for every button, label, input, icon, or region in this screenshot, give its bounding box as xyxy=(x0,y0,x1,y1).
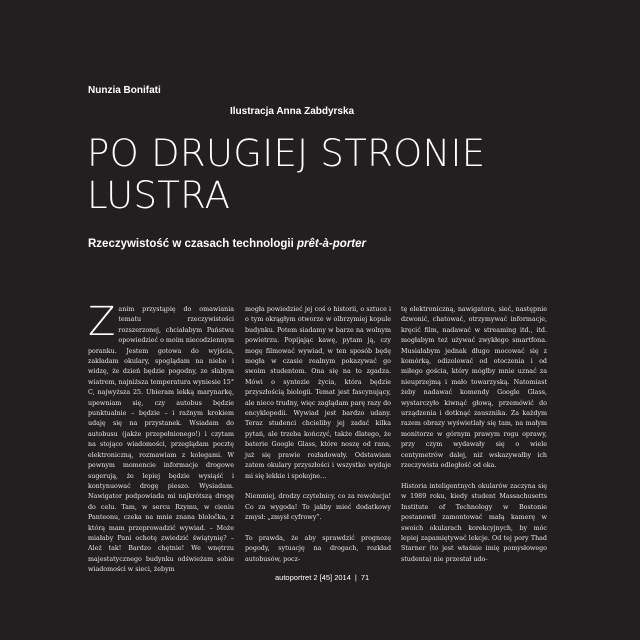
paragraph: mogła powiedzieć jej coś o historii, o sztuce i o tym okrągłym otworze w olbrzymiej kopule budynku. Potem siadamy w barze na wolnym powietrzu. Popijając kawę, pytam ją, czy mogę filmować wywiad, w ten sposób będę mogła w czasie realnym pokazywać go swoim studentom. Ona się na to zgadza. Mówi o syntezie życia, która będzie przyszłością biologii. Temat jest fascynujący, ale nieco trudny, więc zaglądam parę razy do encyklopedii. Wywiad jest bardzo udany. Teraz studenci chcieliby jej zadać kilka pytań, ale trzeba kończyć, także dlatego, że baterie Google Glass, które noszę od rana, już się prawie rozładowały. Odstawiam zatem okulary przyszłości i wszystko wydaje mi się lekkie i spokojne… xyxy=(245,306,391,480)
paragraph: Historia inteligentnych okularów zaczyna się w 1989 roku, kiedy student Massachusetts Institute of Technology w Bostonie postanowił zamontować małą kamerę w swoich okularach korekcyjnych, by móc lepiej zapamiętywać lekcje. Od tej pory Thad Starner (to jest właśnie imię pomysłowego studenta) nie przestał udo- xyxy=(401,482,547,563)
subtitle-italic: prêt-à-porter xyxy=(296,238,366,250)
paragraph: To prawda, że aby sprawdzić prognozę pogody, sytuację na drogach, rozkład autobusów, pocz- xyxy=(245,534,391,563)
column-1 xyxy=(88,299,235,576)
paragraph-text: anim przystąpię do omawiania tematu rzeczywistości rozszerzonej, chciałabym Państwu opowiedzieć o moim niecodziennym poranku. Jestem gotowa do wyjścia, zakładam okulary, spoglądam na niebo i widzę, że dzień będzie pogodny, ze słabym wiatrem, najniższa temperatura wyniesie 15° C, najwyższa 25. Ubieram lekką marynarkę, upewniam się, czy autobus będzie punktualnie – będzie – i raźnym krokiem udaję się na przystanek. Wsiadam do autobusu (jakże przepełnionego!) i czytam na stojąco wiadomości, przeglądam pocztę elektroniczną, rozmawiam z kolegami. W pewnym momencie informacje drogowe sugerują, że lepiej będzie wysiąść i kontynuować drogę pieszo. Wysiadam. Nawigator podpowiada mi najkrótszą drogę do celu. Tam, w sercu Rzymu, w cieniu Panteonu, czeka na mnie znana bloločka, z którą mam przeprowadzić wywiad. – Może miałaby Pani ochotę zwiedzić świątynię? – Ależ tak! Bardzo chętnie! We wnętrzu majestatycznego budynku odświeżam sobie wiadomości w sieci, żebym xyxy=(88,306,235,574)
column-2 xyxy=(245,305,391,565)
article-subtitle xyxy=(88,238,366,250)
author-name: Nunzia Bonifati xyxy=(88,85,161,96)
publication-info: autoportret 2 [45] 2014 xyxy=(275,573,351,582)
drop-cap: Z xyxy=(88,299,116,345)
column-3 xyxy=(401,305,547,565)
illustration-credit: Ilustracja Anna Zabdyrska xyxy=(230,106,355,117)
page-footer xyxy=(275,573,369,582)
page-number: 71 xyxy=(360,573,370,582)
paragraph: tę elektroniczną, nawigatora, sieć, następnie dzwonić, chatować, otrzymywać informacje, kręcić film, nadawać w streaming itd., itd. mogłabym też używać zwykłego smartfona. Musiałabym jednak długo mocować się z komórką, odizolować od otoczenia i od miłego gościa, który mógłby mnie uznać za nieuprzejmą i mało towarzyską. Natomiast żeby nadawać komendy Google Glass, wystarczyło kiwnąć głową, przemówić do urządzenia i dotknąć zausznika. Za każdym razem obrazy wyświetlały się tam, na małym monitorze w górnym prawym rogu oprawy, przy czym wydawały się o wiele centymetrów dalej, niż wskazywałby ich rzeczywista odległość od oka. xyxy=(401,306,547,470)
footer-separator: | xyxy=(354,573,357,582)
article-title: PO DRUGIEJ STRONIE LUSTRA xyxy=(87,132,486,217)
article-body xyxy=(88,299,554,574)
paragraph xyxy=(88,299,235,576)
subtitle-main: Rzeczywistość w czasach technologii xyxy=(88,238,297,250)
paragraph: Niemniej, drodzy czytelnicy, co za rewolucja! Co za wygoda! To jakby mieć dodatkowy zmysł: „zmysł cyfrowy”. xyxy=(245,493,391,522)
